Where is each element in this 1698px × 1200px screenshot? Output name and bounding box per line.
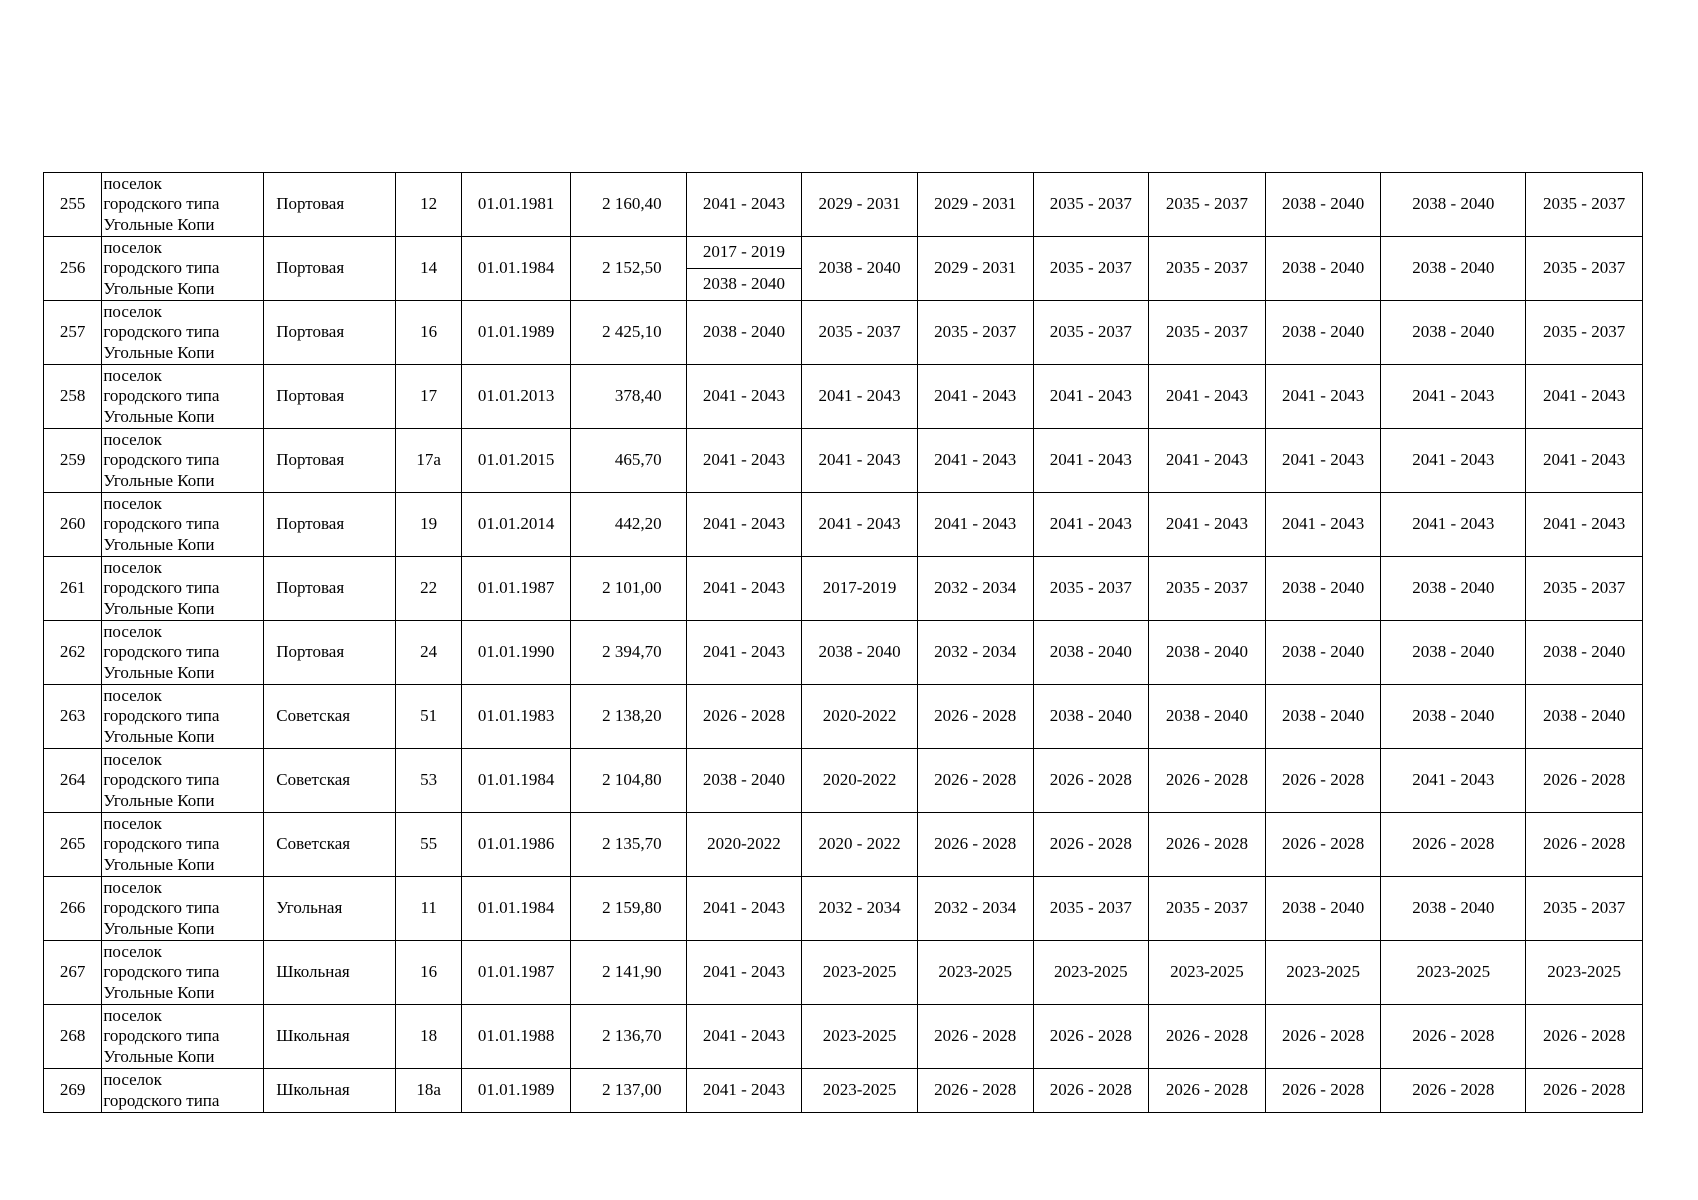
repair-period-cell: 2038 - 2040	[1265, 557, 1381, 621]
repair-period-cell: 2041 - 2043	[1265, 493, 1381, 557]
repair-period-cell: 2023-2025	[1265, 941, 1381, 1005]
area-cell: 2 152,50	[570, 237, 686, 301]
table-row	[44, 493, 1643, 557]
repair-period-cell: 2029 - 2031	[802, 173, 918, 237]
repair-period-cell: 2026 - 2028	[1381, 1005, 1526, 1069]
repair-period-cell: 2035 - 2037	[1526, 173, 1643, 237]
repair-period-cell: 2035 - 2037	[1033, 877, 1149, 941]
repair-period-cell: 2035 - 2037	[1033, 237, 1149, 301]
repair-period-cell: 2041 - 2043	[686, 557, 802, 621]
street-cell: Портовая	[264, 365, 396, 429]
repair-period-cell: 2023-2025	[1381, 941, 1526, 1005]
repair-period-cell: 2038 - 2040	[802, 621, 918, 685]
commission-date-cell: 01.01.1987	[462, 941, 571, 1005]
repair-period-cell: 2038 - 2040	[1265, 877, 1381, 941]
locality-line: городского типа	[103, 898, 220, 918]
commission-date-cell: 01.01.1981	[462, 173, 571, 237]
table-row	[44, 1005, 1643, 1069]
repair-period-cell: 2041 - 2043	[1381, 749, 1526, 813]
table-row	[44, 1069, 1643, 1113]
locality-line: поселок	[103, 813, 162, 833]
repair-period-cell: 2035 - 2037	[802, 301, 918, 365]
locality-cell	[102, 1069, 264, 1113]
repair-period-cell: 2035 - 2037	[1149, 557, 1266, 621]
table-row	[44, 685, 1643, 749]
area-cell: 2 138,20	[570, 685, 686, 749]
repair-period-cell: 2029 - 2031	[917, 173, 1033, 237]
repair-period-cell: 2026 - 2028	[1526, 1005, 1643, 1069]
repair-period-cell: 2041 - 2043	[1033, 365, 1149, 429]
repair-period-cell: 2026 - 2028	[1265, 749, 1381, 813]
table-row	[44, 749, 1643, 813]
repair-period-cell: 2020-2022	[686, 813, 802, 877]
repair-period-cell: 2041 - 2043	[917, 429, 1033, 493]
repair-period-cell: 2023-2025	[917, 941, 1033, 1005]
repair-period-cell: 2035 - 2037	[1526, 237, 1643, 301]
repair-period-cell: 2038 - 2040	[1265, 685, 1381, 749]
house-number-cell: 53	[395, 749, 461, 813]
locality-line: поселок	[103, 173, 162, 193]
repair-period-cell: 2041 - 2043	[686, 365, 802, 429]
repair-period-cell: 2041 - 2043	[1265, 429, 1381, 493]
row-number: 258	[44, 365, 102, 429]
street-cell: Угольная	[264, 877, 396, 941]
locality-cell	[102, 493, 264, 557]
row-number: 255	[44, 173, 102, 237]
commission-date-cell: 01.01.1990	[462, 621, 571, 685]
area-cell: 2 136,70	[570, 1005, 686, 1069]
locality-cell	[102, 1005, 264, 1069]
street-cell: Советская	[264, 685, 396, 749]
locality-line: городского типа	[103, 322, 220, 342]
repair-period-cell: 2041 - 2043	[1149, 429, 1266, 493]
row-number: 263	[44, 685, 102, 749]
repair-period-cell: 2026 - 2028	[1033, 813, 1149, 877]
repair-period-cell: 2035 - 2037	[1526, 877, 1643, 941]
locality-line: поселок	[103, 429, 162, 449]
locality-cell	[102, 749, 264, 813]
repair-period-cell: 2032 - 2034	[917, 557, 1033, 621]
repair-period-cell: 2026 - 2028	[1033, 1005, 1149, 1069]
table-row	[44, 941, 1643, 1005]
house-number-cell: 55	[395, 813, 461, 877]
repair-period-cell: 2026 - 2028	[686, 685, 802, 749]
street-cell: Портовая	[264, 237, 396, 301]
area-cell: 2 159,80	[570, 877, 686, 941]
house-number-cell: 17а	[395, 429, 461, 493]
repair-period-cell: 2041 - 2043	[1149, 365, 1266, 429]
repair-period-cell: 2041 - 2043	[1033, 493, 1149, 557]
house-number-cell: 22	[395, 557, 461, 621]
repair-period-cell: 2026 - 2028	[1149, 1069, 1266, 1113]
house-number-cell: 16	[395, 941, 461, 1005]
repair-period-cell: 2041 - 2043	[1526, 365, 1643, 429]
locality-cell	[102, 877, 264, 941]
repair-period-cell: 2035 - 2037	[1149, 237, 1266, 301]
repair-period-cell: 2038 - 2040	[1381, 557, 1526, 621]
house-number-cell: 11	[395, 877, 461, 941]
row-number: 267	[44, 941, 102, 1005]
locality-line: Угольные Копи	[103, 342, 215, 362]
repair-period-cell: 2041 - 2043	[686, 941, 802, 1005]
table-row	[44, 557, 1643, 621]
repair-period-cell: 2023-2025	[1526, 941, 1643, 1005]
repair-period-cell: 2038 - 2040	[802, 237, 918, 301]
house-number-cell: 12	[395, 173, 461, 237]
locality-line: Угольные Копи	[103, 918, 215, 938]
street-cell: Портовая	[264, 557, 396, 621]
repair-period-cell: 2038 - 2040	[686, 749, 802, 813]
commission-date-cell: 01.01.2013	[462, 365, 571, 429]
repair-period-cell: 2029 - 2031	[917, 237, 1033, 301]
repair-period-cell: 2023-2025	[802, 1069, 918, 1113]
repair-period-cell: 2026 - 2028	[1265, 1069, 1381, 1113]
locality-line: городского типа	[103, 706, 220, 726]
repair-period-cell: 2035 - 2037	[1526, 557, 1643, 621]
locality-line: городского типа	[103, 514, 220, 534]
locality-line: городского типа	[103, 578, 220, 598]
commission-date-cell: 01.01.1989	[462, 301, 571, 365]
street-cell: Портовая	[264, 429, 396, 493]
locality-cell	[102, 813, 264, 877]
street-cell: Школьная	[264, 1069, 396, 1113]
repair-period-cell: 2038 - 2040	[1265, 173, 1381, 237]
repair-period-cell: 2023-2025	[1149, 941, 1266, 1005]
locality-line: Угольные Копи	[103, 790, 215, 810]
street-cell: Портовая	[264, 301, 396, 365]
repair-period-cell: 2035 - 2037	[1526, 301, 1643, 365]
repair-period-cell: 2041 - 2043	[802, 429, 918, 493]
table-row	[44, 173, 1643, 237]
row-number: 257	[44, 301, 102, 365]
repair-period-cell: 2026 - 2028	[1149, 1005, 1266, 1069]
repair-period-cell: 2041 - 2043	[1381, 365, 1526, 429]
commission-date-cell: 01.01.1989	[462, 1069, 571, 1113]
row-number: 260	[44, 493, 102, 557]
locality-cell	[102, 941, 264, 1005]
repair-period-cell: 2035 - 2037	[917, 301, 1033, 365]
locality-line: Угольные Копи	[103, 854, 215, 874]
locality-line: поселок	[103, 941, 162, 961]
repair-period-cell: 2041 - 2043	[686, 1005, 802, 1069]
commission-date-cell: 01.01.1987	[462, 557, 571, 621]
locality-line: Угольные Копи	[103, 598, 215, 618]
repair-period-cell: 2038 - 2040	[1149, 685, 1266, 749]
area-cell: 442,20	[570, 493, 686, 557]
repair-period-cell: 2038 - 2040	[1526, 685, 1643, 749]
row-number: 264	[44, 749, 102, 813]
repair-period-cell: 2038 - 2040	[1381, 621, 1526, 685]
repair-period-cell: 2041 - 2043	[686, 1069, 802, 1113]
locality-line: городского типа	[103, 642, 220, 662]
locality-line: поселок	[103, 877, 162, 897]
commission-date-cell: 01.01.1984	[462, 749, 571, 813]
repair-period-cell: 2017-2019	[802, 557, 918, 621]
repair-period-cell: 2041 - 2043	[686, 493, 802, 557]
commission-date-cell: 01.01.2015	[462, 429, 571, 493]
locality-line: городского типа	[103, 386, 220, 406]
repair-period-cell: 2038 - 2040	[1149, 621, 1266, 685]
repair-period-cell: 2038 - 2040	[1381, 685, 1526, 749]
locality-line: поселок	[103, 1070, 162, 1089]
repair-period-cell: 2038 - 2040	[1033, 685, 1149, 749]
repair-period-cell: 2041 - 2043	[917, 493, 1033, 557]
locality-line: городского типа	[103, 450, 220, 470]
area-cell: 2 160,40	[570, 173, 686, 237]
street-cell: Портовая	[264, 493, 396, 557]
repair-period-cell: 2035 - 2037	[1033, 173, 1149, 237]
row-number: 265	[44, 813, 102, 877]
repair-period-cell: 2026 - 2028	[1265, 1005, 1381, 1069]
repair-period-cell: 2041 - 2043	[802, 365, 918, 429]
table-row	[44, 301, 1643, 365]
repair-period-cell: 2041 - 2043	[1033, 429, 1149, 493]
row-number: 259	[44, 429, 102, 493]
repair-period-cell: 2041 - 2043	[1149, 493, 1266, 557]
row-number: 262	[44, 621, 102, 685]
repair-period-cell: 2041 - 2043	[1526, 493, 1643, 557]
repair-period-cell: 2026 - 2028	[917, 685, 1033, 749]
repair-period-cell: 2038 - 2040	[1526, 621, 1643, 685]
locality-cell	[102, 685, 264, 749]
repair-period-cell: 2041 - 2043	[802, 493, 918, 557]
locality-line: городского типа	[103, 194, 220, 214]
house-number-cell: 18	[395, 1005, 461, 1069]
repair-period-cell: 2026 - 2028	[1526, 1069, 1643, 1113]
row-number: 261	[44, 557, 102, 621]
commission-date-cell: 01.01.1986	[462, 813, 571, 877]
repair-period-cell: 2026 - 2028	[1033, 749, 1149, 813]
repair-period-cell: 2026 - 2028	[1149, 813, 1266, 877]
area-cell: 2 425,10	[570, 301, 686, 365]
repair-period-cell: 2035 - 2037	[1033, 301, 1149, 365]
repair-period-cell: 2041 - 2043	[1381, 429, 1526, 493]
repair-period-cell: 2026 - 2028	[917, 749, 1033, 813]
commission-date-cell: 01.01.1983	[462, 685, 571, 749]
repair-period-cell: 2035 - 2037	[1149, 877, 1266, 941]
locality-line: поселок	[103, 365, 162, 385]
repair-period-cell: 2041 - 2043	[686, 877, 802, 941]
table-row	[44, 429, 1643, 493]
repair-period-cell: 2020 - 2022	[802, 813, 918, 877]
area-cell: 465,70	[570, 429, 686, 493]
repair-period-cell: 2032 - 2034	[802, 877, 918, 941]
street-cell: Портовая	[264, 621, 396, 685]
locality-line: поселок	[103, 237, 162, 257]
repair-period-cell: 2038 - 2040	[1381, 237, 1526, 301]
locality-line: Угольные Копи	[103, 470, 215, 490]
locality-cell	[102, 301, 264, 365]
locality-line: городского типа	[103, 834, 220, 854]
repair-period-cell: 2026 - 2028	[917, 813, 1033, 877]
repair-period-cell: 2035 - 2037	[1033, 557, 1149, 621]
street-cell: Советская	[264, 749, 396, 813]
house-number-cell: 51	[395, 685, 461, 749]
repair-period-cell: 2026 - 2028	[1033, 1069, 1149, 1113]
house-number-cell: 18а	[395, 1069, 461, 1113]
repair-period-cell	[686, 237, 802, 301]
repair-period-cell: 2032 - 2034	[917, 877, 1033, 941]
locality-line: Угольные Копи	[103, 406, 215, 426]
repair-period-cell: 2023-2025	[802, 941, 918, 1005]
locality-line: городского типа	[103, 1090, 220, 1110]
repair-period-cell: 2038 - 2040	[1265, 301, 1381, 365]
row-number: 268	[44, 1005, 102, 1069]
locality-line: поселок	[103, 557, 162, 577]
locality-line: городского типа	[103, 1026, 220, 1046]
repair-period-cell: 2026 - 2028	[917, 1069, 1033, 1113]
locality-cell	[102, 429, 264, 493]
repair-period-cell: 2023-2025	[802, 1005, 918, 1069]
repair-period-cell: 2038 - 2040	[1265, 621, 1381, 685]
locality-line: поселок	[103, 685, 162, 705]
repair-period-cell: 2020-2022	[802, 685, 918, 749]
repair-period-cell: 2035 - 2037	[1149, 173, 1266, 237]
repair-period-cell: 2038 - 2040	[1033, 621, 1149, 685]
locality-line: городского типа	[103, 770, 220, 790]
locality-line: поселок	[103, 1005, 162, 1025]
repair-period-cell: 2026 - 2028	[917, 1005, 1033, 1069]
repair-period-cell: 2038 - 2040	[686, 301, 802, 365]
row-number: 269	[44, 1069, 102, 1113]
repair-period-cell: 2032 - 2034	[917, 621, 1033, 685]
house-number-cell: 17	[395, 365, 461, 429]
repair-period-cell: 2026 - 2028	[1381, 813, 1526, 877]
locality-line: поселок	[103, 749, 162, 769]
house-number-cell: 24	[395, 621, 461, 685]
repair-period-cell: 2041 - 2043	[686, 621, 802, 685]
repair-period-cell: 2020-2022	[802, 749, 918, 813]
repair-schedule-table	[43, 172, 1643, 1113]
area-cell: 2 137,00	[570, 1069, 686, 1113]
repair-period-cell: 2041 - 2043	[1265, 365, 1381, 429]
row-number: 266	[44, 877, 102, 941]
locality-line: Угольные Копи	[103, 278, 215, 298]
repair-period-cell: 2038 - 2040	[1265, 237, 1381, 301]
area-cell: 2 394,70	[570, 621, 686, 685]
repair-period-cell: 2035 - 2037	[1149, 301, 1266, 365]
repair-period-cell: 2026 - 2028	[1526, 813, 1643, 877]
repair-period-cell: 2041 - 2043	[1381, 493, 1526, 557]
repair-period-cell: 2026 - 2028	[1265, 813, 1381, 877]
commission-date-cell: 01.01.1984	[462, 877, 571, 941]
table-body	[44, 173, 1643, 1113]
locality-cell	[102, 557, 264, 621]
table-row	[44, 237, 1643, 301]
locality-line: городского типа	[103, 258, 220, 278]
repair-period-cell: 2041 - 2043	[686, 429, 802, 493]
repair-period-cell: 2041 - 2043	[686, 173, 802, 237]
area-cell: 2 104,80	[570, 749, 686, 813]
area-cell: 378,40	[570, 365, 686, 429]
table-row	[44, 813, 1643, 877]
commission-date-cell: 01.01.1988	[462, 1005, 571, 1069]
table-row	[44, 365, 1643, 429]
table-row	[44, 621, 1643, 685]
locality-cell	[102, 237, 264, 301]
street-cell: Портовая	[264, 173, 396, 237]
repair-period-cell: 2041 - 2043	[1526, 429, 1643, 493]
locality-line: поселок	[103, 493, 162, 513]
locality-line: городского типа	[103, 962, 220, 982]
street-cell: Школьная	[264, 941, 396, 1005]
locality-line: Угольные Копи	[103, 1046, 215, 1066]
locality-line: поселок	[103, 621, 162, 641]
area-cell: 2 101,00	[570, 557, 686, 621]
area-cell: 2 141,90	[570, 941, 686, 1005]
split-period-cell	[687, 237, 802, 300]
repair-period-cell: 2038 - 2040	[1381, 877, 1526, 941]
repair-period-cell: 2026 - 2028	[1149, 749, 1266, 813]
locality-line: Угольные Копи	[103, 214, 215, 234]
house-number-cell: 19	[395, 493, 461, 557]
locality-cell	[102, 365, 264, 429]
house-number-cell: 16	[395, 301, 461, 365]
locality-line: поселок	[103, 301, 162, 321]
repair-period-cell: 2026 - 2028	[1381, 1069, 1526, 1113]
locality-cell	[102, 621, 264, 685]
commission-date-cell: 01.01.1984	[462, 237, 571, 301]
repair-period-cell: 2026 - 2028	[1526, 749, 1643, 813]
locality-line: Угольные Копи	[103, 534, 215, 554]
locality-line: Угольные Копи	[103, 982, 215, 1002]
locality-line: Угольные Копи	[103, 726, 215, 746]
commission-date-cell: 01.01.2014	[462, 493, 571, 557]
table-row	[44, 877, 1643, 941]
street-cell: Школьная	[264, 1005, 396, 1069]
repair-period-part: 2017 - 2019	[702, 242, 785, 262]
row-number: 256	[44, 237, 102, 301]
repair-period-part: 2038 - 2040	[687, 268, 802, 300]
area-cell: 2 135,70	[570, 813, 686, 877]
street-cell: Советская	[264, 813, 396, 877]
repair-period-cell: 2038 - 2040	[1381, 173, 1526, 237]
repair-period-cell: 2038 - 2040	[1381, 301, 1526, 365]
repair-period-cell: 2041 - 2043	[917, 365, 1033, 429]
repair-period-cell: 2023-2025	[1033, 941, 1149, 1005]
locality-line: Угольные Копи	[103, 662, 215, 682]
house-number-cell: 14	[395, 237, 461, 301]
locality-cell	[102, 173, 264, 237]
